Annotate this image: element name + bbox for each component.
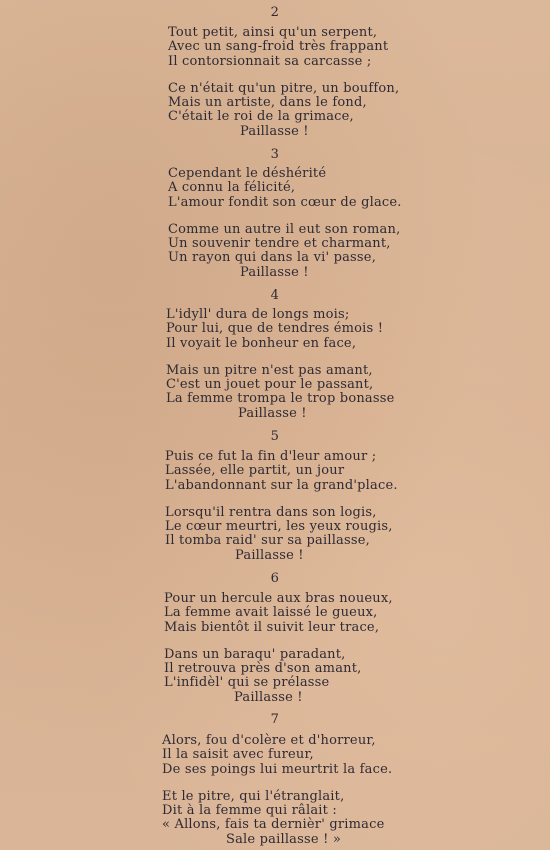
verse-line: L'infidèl' qui se prélasse <box>164 675 330 691</box>
verse-line: Mais un pitre n'est pas amant, <box>166 362 373 378</box>
verse-line: Il retrouva près d'son amant, <box>164 661 362 677</box>
verse-line: Dans un baraqu' paradant, <box>164 646 346 662</box>
stanza-number: 6 <box>270 571 280 586</box>
verse-line: L'idyll' dura de longs mois; <box>166 307 350 322</box>
refrain-line: Paillasse ! <box>235 547 304 563</box>
verse-line: Et le pitre, qui l'étranglait, <box>162 788 345 804</box>
verse-line: Ce n'était qu'un pitre, un bouffon, <box>168 80 400 96</box>
stanza <box>168 26 399 139</box>
stanza-number: 2 <box>270 5 280 20</box>
stanza <box>166 308 395 421</box>
verse-line: La femme trompa le trop bonasse <box>166 391 395 407</box>
verse-line: Le cœur meurtri, les yeux rougis, <box>165 519 393 535</box>
verse-line: Puis ce fut la fin d'leur amour ; <box>165 449 377 464</box>
verse-line: Comme un autre il eut son roman, <box>168 221 401 237</box>
verse-line: « Allons, fais ta dernièr' grimace <box>162 817 385 833</box>
verse-line: L'abandonnant sur la grand'place. <box>165 477 398 493</box>
verse-line: Tout petit, ainsi qu'un serpent, <box>168 25 378 40</box>
stanza <box>165 450 398 563</box>
verse-line: Il la saisit avec fureur, <box>162 747 314 763</box>
stanza-number: 3 <box>270 147 280 162</box>
stanza-number: 5 <box>270 429 280 444</box>
refrain-line: Paillasse ! <box>240 264 309 280</box>
refrain-line: Paillasse ! <box>238 405 307 421</box>
verse-line: C'est un jouet pour le passant, <box>166 377 374 393</box>
verse-line: Un souvenir tendre et charmant, <box>168 236 391 252</box>
verse-line: L'amour fondit son cœur de glace. <box>168 194 402 210</box>
verse-line: Il contorsionnait sa carcasse ; <box>168 53 372 69</box>
verse-line: A connu la félicité, <box>168 180 296 196</box>
stanza-number: 4 <box>270 288 280 303</box>
verse-line: Lorsqu'il rentra dans son logis, <box>165 504 377 520</box>
stanza <box>162 734 392 847</box>
stanza <box>168 167 402 280</box>
verse-line: C'était le roi de la grimace, <box>168 109 354 125</box>
verse-line: Un rayon qui dans la vi' passe, <box>168 250 377 266</box>
verse-line: Mais bientôt il suivit leur trace, <box>164 619 380 635</box>
verse-line: Mais un artiste, dans le fond, <box>168 95 367 111</box>
verse-line: Il voyait le bonheur en face, <box>166 335 357 351</box>
verse-line: La femme avait laissé le gueux, <box>164 605 378 621</box>
verse-line: De ses poings lui meurtrit la face. <box>162 761 393 777</box>
verse-line: Lassée, elle partit, un jour <box>165 463 345 479</box>
refrain-line: Sale paillasse ! » <box>226 831 342 847</box>
refrain-line: Paillasse ! <box>240 123 309 139</box>
verse-line: Il tomba raid' sur sa paillasse, <box>165 533 370 549</box>
refrain-line: Paillasse ! <box>234 689 303 705</box>
verse-line: Pour un hercule aux bras noueux, <box>164 591 393 606</box>
verse-line: Dit à la femme qui râlait : <box>162 803 337 819</box>
verse-line: Alors, fou d'colère et d'horreur, <box>162 733 376 748</box>
stanza <box>164 592 393 705</box>
verse-line: Cependant le déshérité <box>168 166 327 181</box>
stanza-number: 7 <box>270 712 280 727</box>
verse-line: Avec un sang-froid très frappant <box>168 39 389 55</box>
verse-line: Pour lui, que de tendres émois ! <box>166 321 384 337</box>
